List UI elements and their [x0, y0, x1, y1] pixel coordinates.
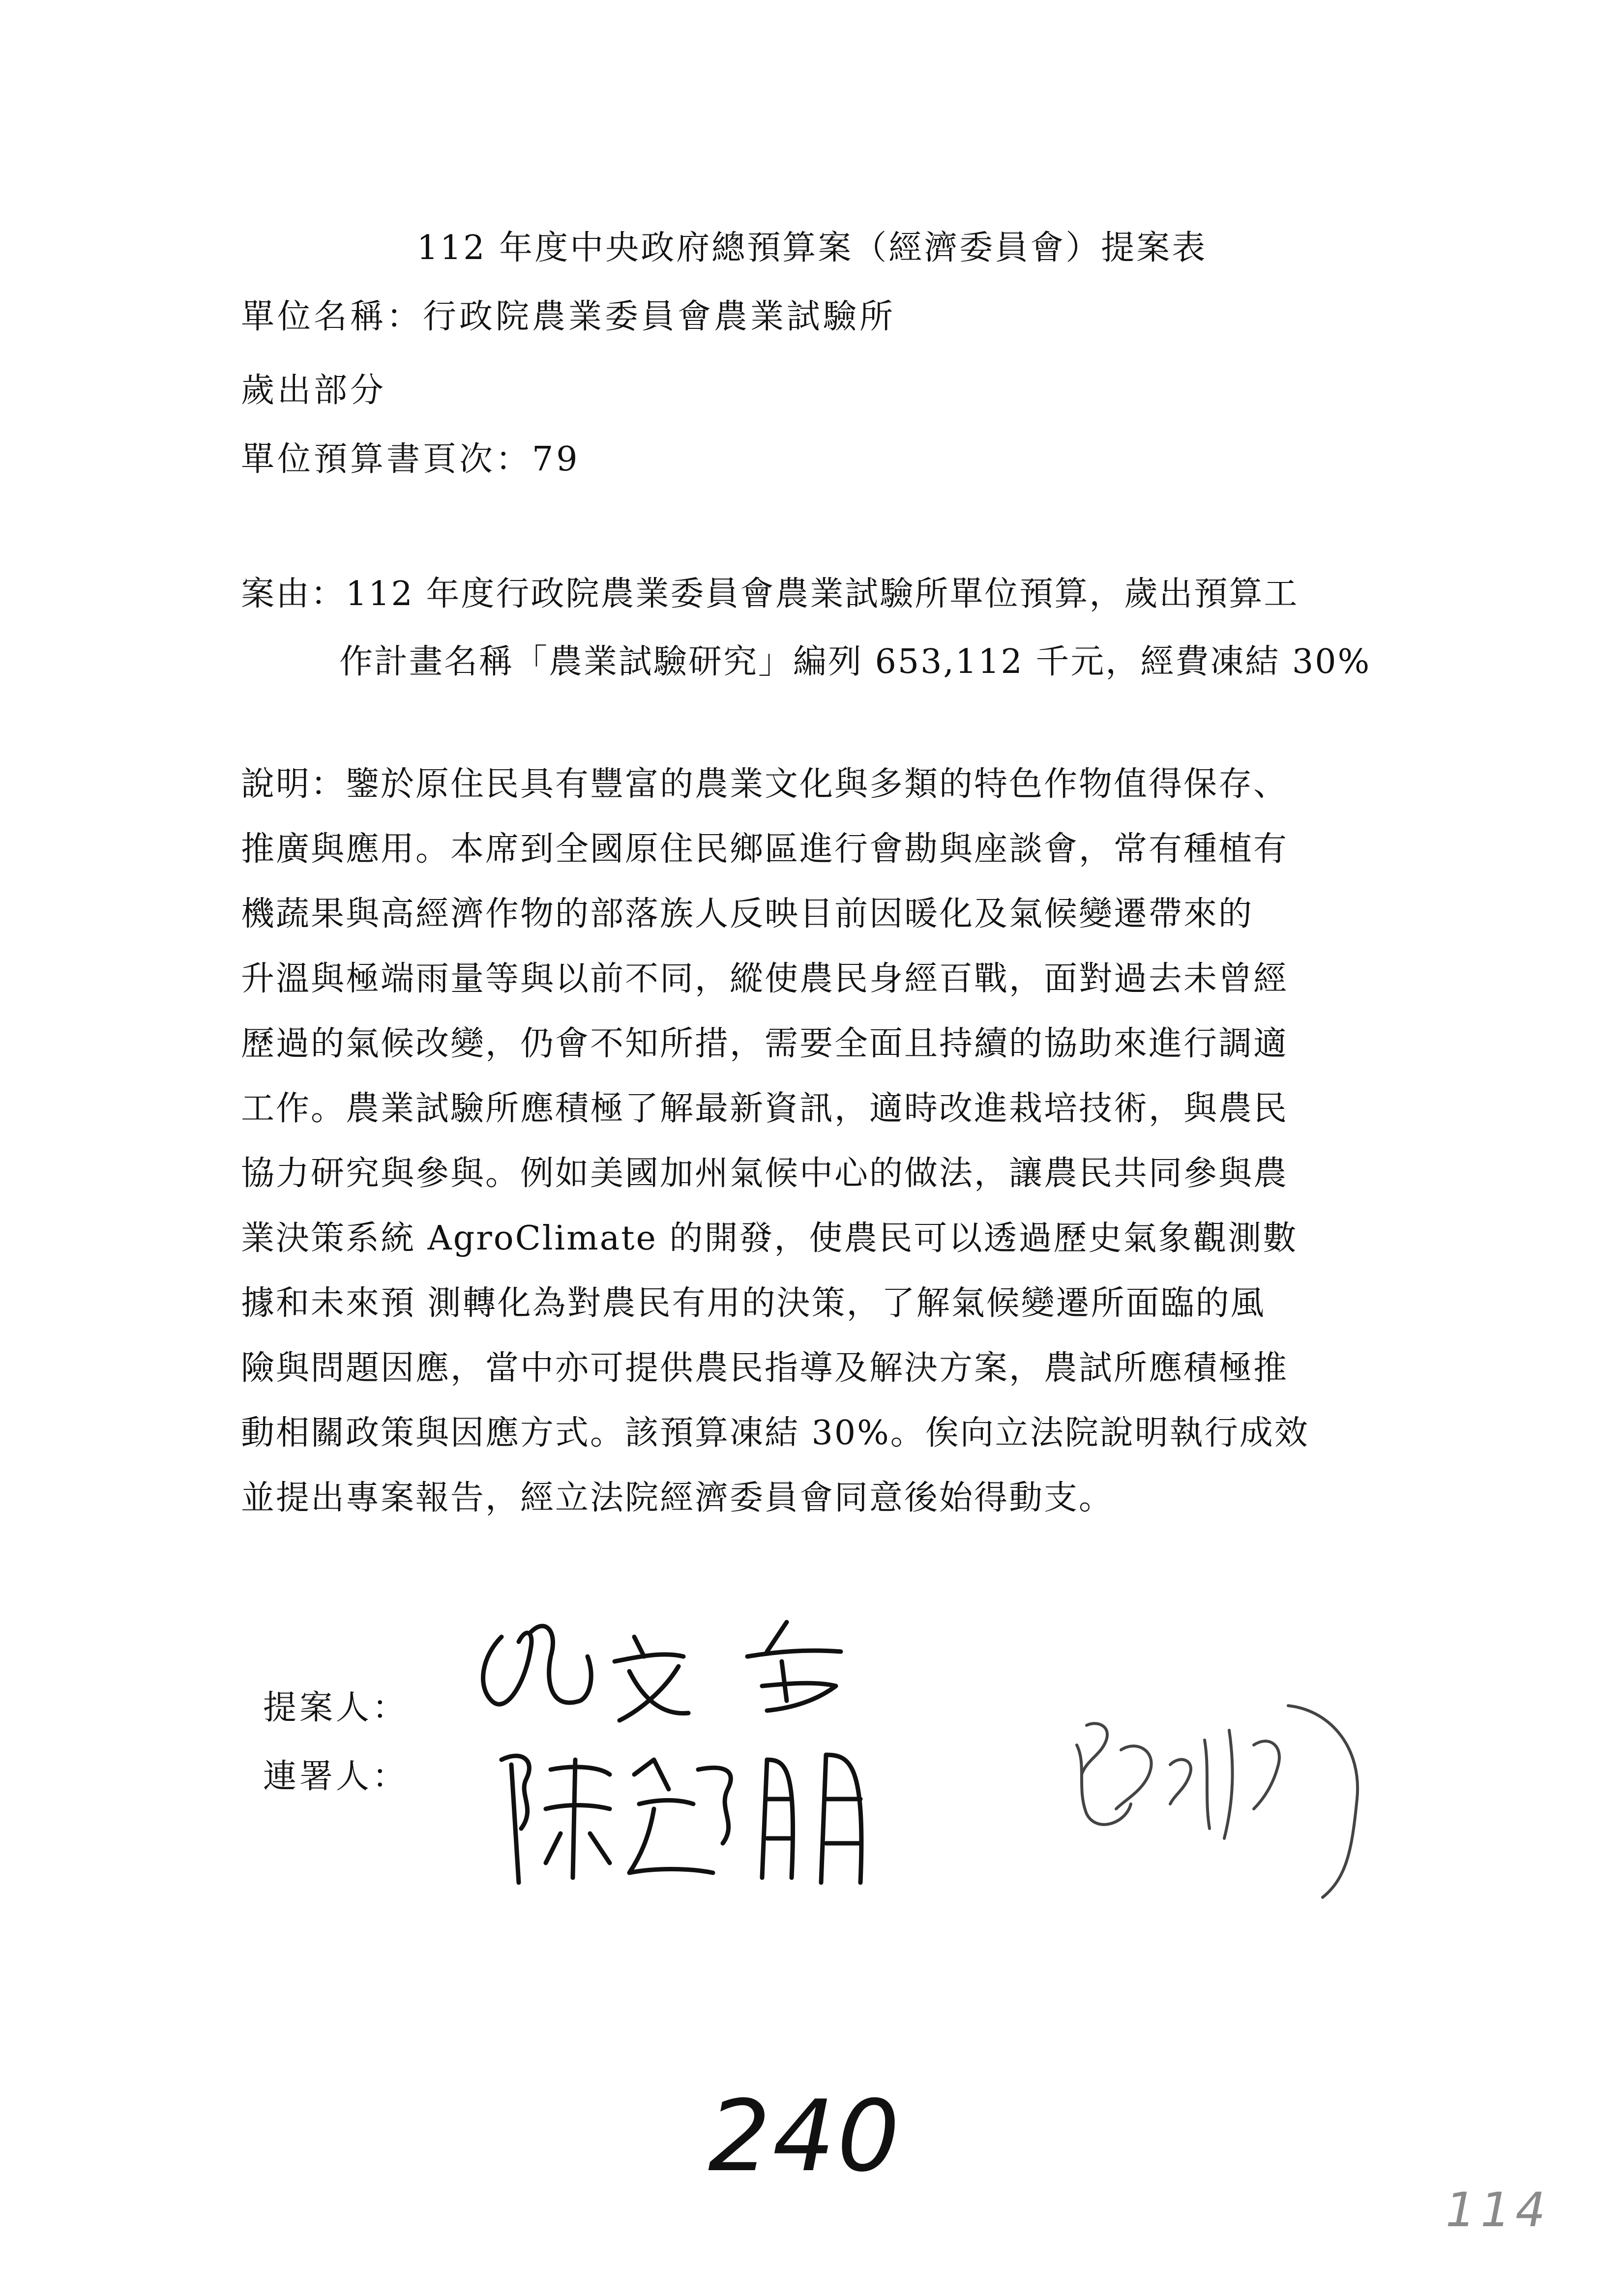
case-block: [241, 560, 1391, 696]
proposer-signature: [472, 1602, 915, 1730]
section-line: 歲出部分: [241, 371, 387, 410]
explanation-line: 協力研究與參與。例如美國加州氣候中心的做法，讓農民共同參與農: [241, 1154, 1289, 1193]
explanation-line: 歷過的氣候改變，仍會不知所措，需要全面且持續的協助來進行調適: [241, 1024, 1289, 1063]
case-line: 案由：112 年度行政院農業委員會農業試驗所單位預算，歲出預算工: [241, 575, 1299, 613]
explanation-line: 升溫與極端雨量等與以前不同，縱使農民身經百戰，面對過去未曾經: [241, 959, 1289, 998]
explanation-line: 工作。農業試驗所應積極了解最新資訊，適時改進栽培技術，與農民: [241, 1089, 1289, 1128]
explanation-line: 機蔬果與高經濟作物的部落族人反映目前因暖化及氣候變遷帶來的: [241, 895, 1254, 933]
explanation-line: 推廣與應用。本席到全國原住民鄉區進行會勘與座談會，常有種植有: [241, 830, 1289, 869]
cosigner-signature-1: [492, 1730, 934, 1892]
page-number-side: 114: [1446, 2182, 1551, 2238]
explanation-line: 說明：鑒於原住民具有豐富的農業文化與多類的特色作物值得保存、: [241, 765, 1289, 804]
budget-page-line: 單位預算書頁次：79: [241, 440, 581, 479]
explanation-line: 動相關政策與因應方式。該預算凍結 30%。俟向立法院說明執行成效: [241, 1414, 1309, 1453]
case-line: 作計畫名稱「農業試驗研究」編列 653,112 千元，經費凍結 30%: [339, 642, 1371, 681]
explanation-line: 險與問題因應，當中亦可提供農民指導及解決方案，農試所應積極推: [241, 1349, 1289, 1388]
proposer-label: 提案人：: [263, 1688, 409, 1727]
explanation-block: [241, 752, 1391, 1531]
explanation-line: 業決策系統 AgroClimate 的開發，使農民可以透過歷史氣象觀測數: [241, 1219, 1298, 1258]
unit-name-line: 單位名稱：行政院農業委員會農業試驗所: [241, 297, 896, 336]
cosigner-label: 連署人：: [263, 1757, 409, 1796]
explanation-line: 據和未來預 測轉化為對農民有用的決策，了解氣候變遷所面臨的風: [241, 1284, 1266, 1323]
cosigner-signature-2: [1057, 1691, 1382, 1902]
document-title: 112 年度中央政府總預算案（經濟委員會）提案表: [416, 229, 1208, 267]
page-number-main: 240: [708, 2079, 902, 2194]
explanation-line: 並提出專案報告，經立法院經濟委員會同意後始得動支。: [241, 1479, 1114, 1517]
